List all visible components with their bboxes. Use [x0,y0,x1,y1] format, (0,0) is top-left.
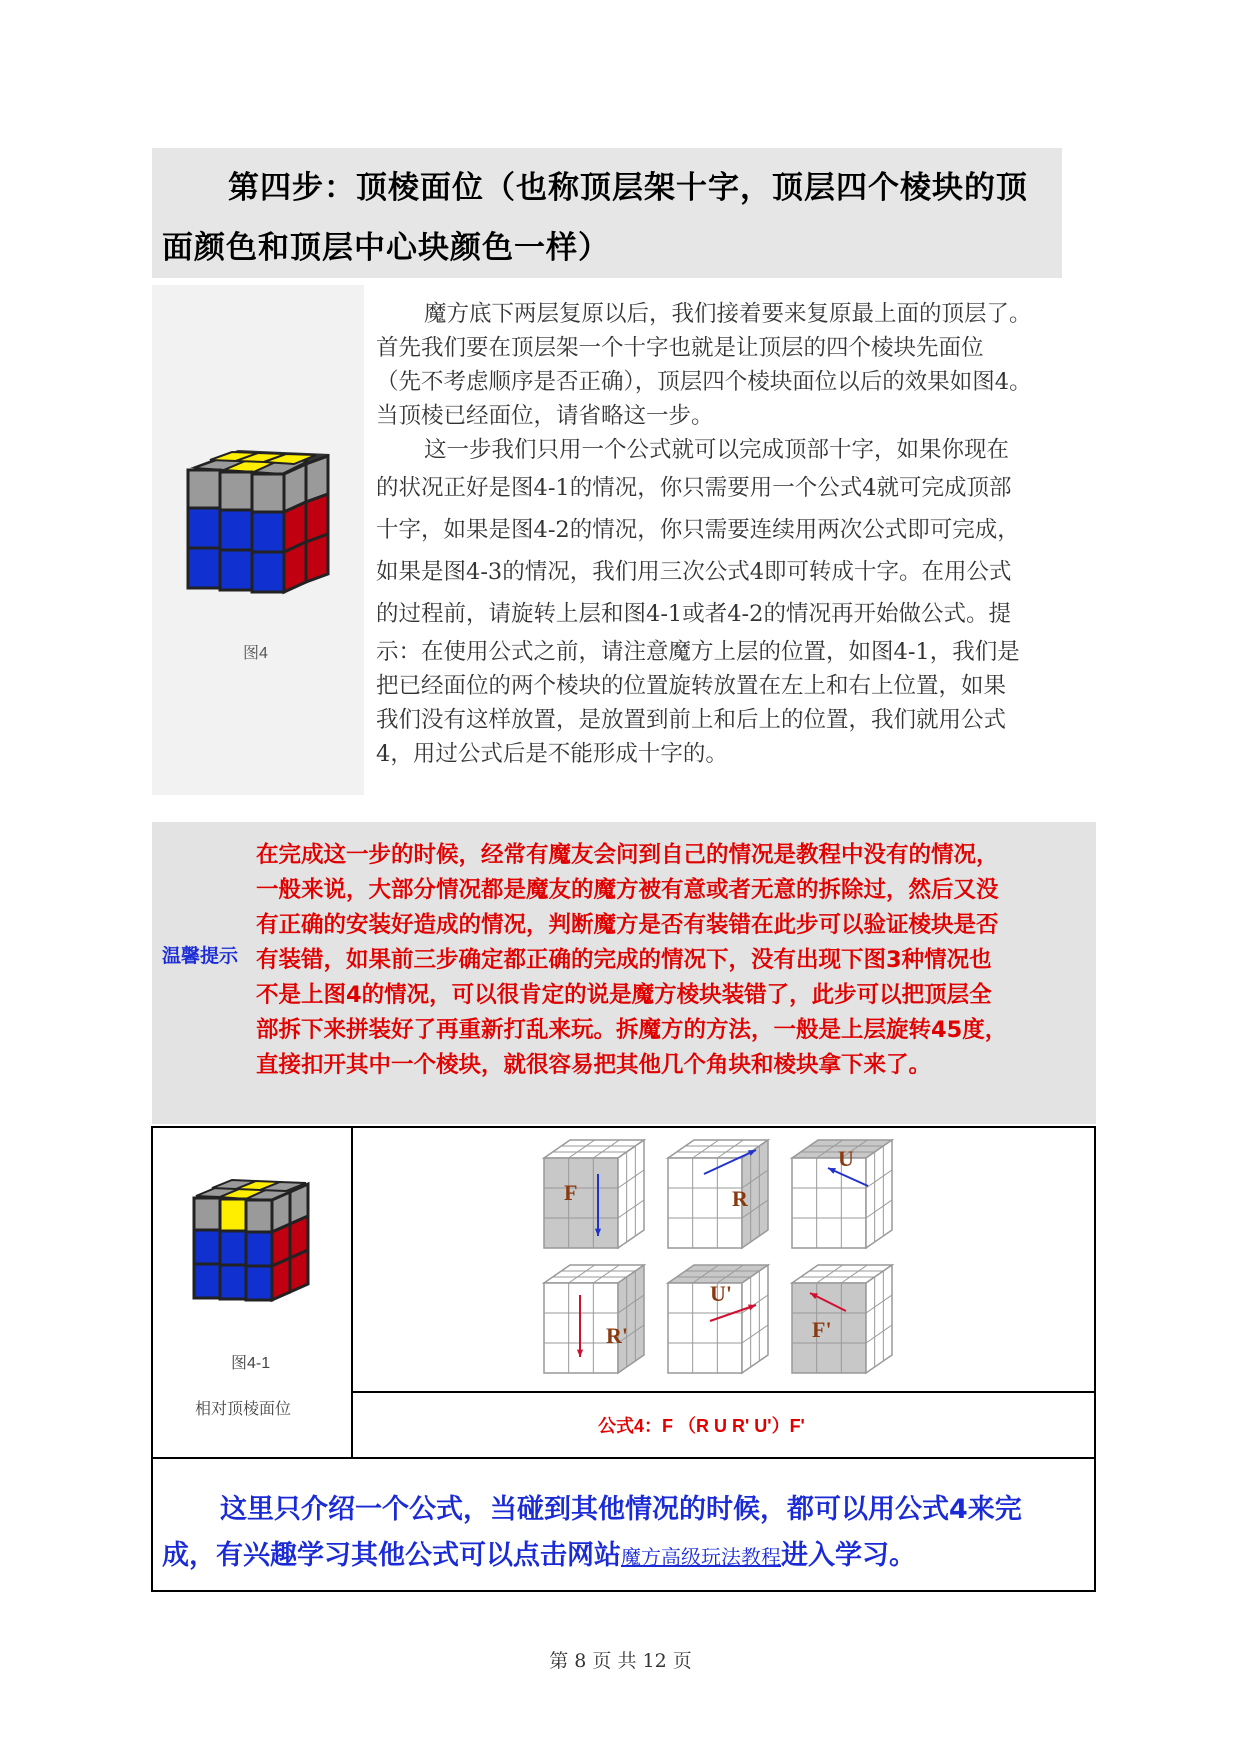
tip-line: 不是上图4的情况，可以很肯定的说是魔方棱块装错了，此步可以把顶层全 [256,982,992,1008]
heading-line-1: 第四步：顶棱面位（也称顶层架十字，顶层四个棱块的顶 [228,170,1028,206]
tip-label: 温馨提示 [161,945,238,967]
closing-line: 成，有兴趣学习其他公式可以点击网站魔方高级玩法教程进入学习。 [162,1540,916,1571]
move-cube-2 [668,1140,768,1248]
intro-line: 4，用过公式后是不能形成十字的。 [376,741,728,767]
cube-face [792,1158,866,1248]
intro-line: （先不考虑顺序是否正确），顶层四个棱块面位以后的效果如图4。 [376,369,1032,395]
cube-face [544,1158,618,1248]
move-label: F [564,1180,578,1205]
cube-face [668,1158,742,1248]
tip-line: 部拆下来拼装好了再重新打乱来玩。拆魔方的方法，一般是上层旋转45度， [256,1017,1008,1043]
closing-text [162,1487,1092,1580]
table-divider [151,1457,1096,1459]
move-cube-4 [544,1265,644,1373]
tip-text [256,838,1092,1083]
intro-line: 我们没有这样放置，是放置到前上和后上的位置，我们就用公式 [376,707,1007,733]
tip-line: 一般来说，大部分情况都是魔友的魔方被有意或者无意的拆除过，然后又没 [256,877,999,903]
figure-4-1-caption: 图4-1 [231,1355,271,1372]
cube-figure-4 [170,440,350,615]
tip-line: 有正确的安装好造成的情况，判断魔方是否有装错在此步可以验证棱块是否 [256,912,999,938]
table-divider [351,1126,353,1458]
intro-line: 十字，如果是图4-2的情况，你只需要连续用两次公式即可完成， [376,517,1020,543]
closing-line: 这里只介绍一个公式，当碰到其他情况的时候，都可以用公式4来完 [220,1494,1022,1525]
cube-face [742,1265,768,1373]
move-label: F' [812,1317,832,1342]
tip-line: 在完成这一步的时候，经常有魔友会问到自己的情况是教程中没有的情况， [256,842,999,868]
move-label: R' [606,1323,628,1348]
cube-right-face [284,456,328,592]
cube-right-face [272,1184,308,1300]
intro-line: 把已经面位的两个棱块的位置旋转放置在左上和右上位置，如果 [376,673,1007,699]
intro-line: 首先我们要在顶层架一个十字也就是让顶层的四个棱块先面位 [376,335,984,361]
cube-figure-4-1 [180,1172,330,1320]
intro-line: 示：在使用公式之前，请注意魔方上层的位置，如图4-1，我们是 [376,639,1020,665]
move-label: U' [710,1281,732,1306]
formula-text: 公式4：F （R U R' U'）F' [598,1416,805,1436]
intro-line: 当顶棱已经面位，请省略这一步。 [376,403,714,429]
cube-face [618,1265,644,1373]
move-cube-3 [792,1140,892,1248]
move-cube-6 [792,1265,892,1373]
table-divider [351,1391,1096,1393]
intro-line: 这一步我们只用一个公式就可以完成顶部十字，如果你现在 [424,437,1010,463]
heading-line-2: 面颜色和顶层中心块颜色一样） [162,230,610,266]
intro-line: 的状况正好是图4-1的情况，你只需要用一个公式4就可完成顶部 [376,475,1012,501]
cube-front-face [188,470,284,592]
cube-face [618,1140,644,1248]
cube-face [866,1140,892,1248]
move-sequence-diagram [540,1136,925,1386]
tip-line: 直接扣开其中一个棱块，就很容易把其他几个角块和棱块拿下来了。 [256,1052,932,1078]
figure-4-1-subcaption: 相对顶棱面位 [195,1399,292,1418]
intro-text [376,297,1096,771]
page-footer: 第 8 页 共 12 页 [549,1650,692,1672]
intro-line: 如果是图4-3的情况，我们用三次公式4即可转成十字。在用公式 [376,559,1012,585]
cube-face [866,1265,892,1373]
move-cube-5 [668,1265,768,1373]
move-cube-1 [544,1140,644,1248]
move-label: U [838,1146,854,1171]
tip-line: 有装错，如果前三步确定都正确的完成的情况下，没有出现下图3种情况也 [256,947,992,973]
figure-4-caption: 图4 [243,645,268,662]
intro-line: 的过程前，请旋转上层和图4-1或者4-2的情况再开始做公式。提 [376,601,1011,627]
section-heading [152,148,1062,278]
intro-line: 魔方底下两层复原以后，我们接着要来复原最上面的顶层了。 [424,301,1032,327]
tutorial-link[interactable]: 魔方高级玩法教程 [621,1545,781,1569]
move-label: R [732,1186,748,1211]
cube-front-face [194,1198,272,1300]
